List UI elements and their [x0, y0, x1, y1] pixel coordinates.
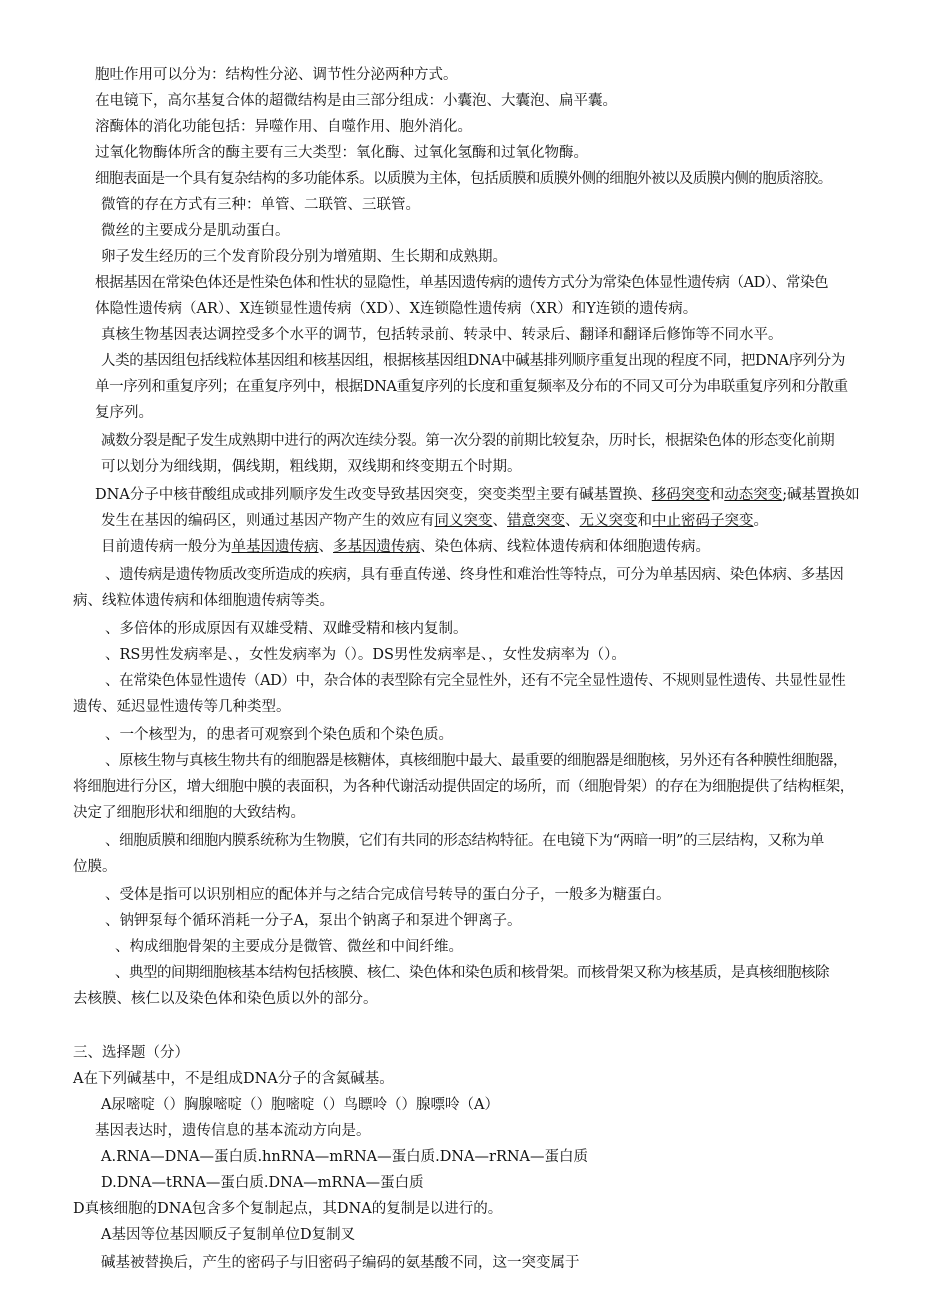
text-line: 、构成细胞骨架的主要成分是微管、微丝和中间纤维。	[115, 939, 463, 955]
text-line: 微丝的主要成分是肌动蛋白。	[101, 223, 290, 239]
text-segment: 和	[709, 487, 725, 503]
options-line: A尿嘧啶（）胸腺嘧啶（）胞嘧啶（）鸟瞟呤（）腺嘌呤（A）	[101, 1097, 499, 1113]
options-line: A基因等位基因顺反子复制单位D复制叉	[101, 1227, 356, 1243]
underlined-term: 错意突变	[507, 513, 565, 529]
text-line-mutation-effects	[101, 511, 768, 531]
text-line: 细胞表面是一个具有复杂结构的多功能体系。以质膜为主体，包括质膜和质膜外侧的细胞外被以及质膜内侧的胞质溶胶。	[95, 171, 832, 187]
text-line: 溶酶体的消化功能包括：异噬作用、自噬作用、胞外消化。	[95, 119, 472, 135]
options-line: D.DNA—tRNA—蛋白质.DNA—mRNA—蛋白质	[101, 1175, 424, 1191]
text-line: 遗传、延迟显性遗传等几种类型。	[73, 699, 291, 715]
underlined-term: 动态突变	[724, 487, 783, 503]
text-segment: 、	[565, 513, 580, 529]
underlined-term: 无义突变	[579, 513, 638, 529]
section-heading: 三、选择题（分）	[73, 1045, 189, 1061]
text-line: 过氧化物酶体所含的酶主要有三大类型：氧化酶、过氧化氢酶和过氧化物酶。	[95, 145, 588, 161]
text-segment: 目前遗传病一般分为	[101, 539, 232, 555]
text-segment: 、染色体病、线粒体遗传病和体细胞遗传病。	[420, 539, 710, 555]
text-line: 、原核生物与真核生物共有的细胞器是核糖体，真核细胞中最大、最重要的细胞器是细胞核，另外还有各种膜性细胞器，	[105, 753, 847, 769]
underlined-term: 同义突变	[434, 513, 493, 529]
text-line: 卵子发生经历的三个发育阶段分别为增殖期、生长期和成熟期。	[101, 249, 507, 265]
text-line: 根据基因在常染色体还是性染色体和性状的显隐性，单基因遗传病的遗传方式分为常染色体显性遗传病（AD）、常染色	[95, 275, 829, 291]
text-line: 将细胞进行分区，增大细胞中膜的表面积，为各种代谢活动提供固定的场所，而（细胞骨架）的存在为细胞提供了结构框架，	[73, 779, 854, 795]
text-line: 、在常染色体显性遗传（AD）中，杂合体的表型除有完全显性外，还有不完全显性遗传、不规则显性遗传、共显性显性	[105, 673, 846, 689]
text-line: 人类的基因组包括线粒体基因组和核基因组，根据核基因组DNA中碱基排列顺序重复出现的程度不同，把DNA序列分为	[101, 353, 845, 369]
text-line: 、细胞质膜和细胞内膜系统称为生物膜，它们有共同的形态结构特征。在电镜下为“两暗一明”的三层结构，又称为单	[105, 833, 825, 849]
underlined-term: 多基因遗传病	[333, 539, 420, 555]
text-line: 决定了细胞形状和细胞的大致结构。	[73, 805, 305, 821]
text-segment: 、	[318, 539, 333, 555]
underlined-term: 移码突变	[651, 487, 710, 503]
question-line: 基因表达时，遗传信息的基本流动方向是。	[95, 1123, 371, 1139]
text-line: 可以划分为细线期，偶线期，粗线期，双线期和终变期五个时期。	[101, 459, 522, 475]
text-line: 微管的存在方式有三种：单管、二联管、三联管。	[101, 197, 420, 213]
text-line: 、多倍体的形成原因有双雄受精、双雌受精和核内复制。	[105, 621, 468, 637]
text-line: 去核膜、核仁以及染色体和染色质以外的部分。	[73, 991, 378, 1007]
text-line: 、RS男性发病率是、，女性发病率为（）。DS男性发病率是、，女性发病率为（）。	[105, 647, 626, 663]
text-line: 、一个核型为，的患者可观察到个染色质和个染色质。	[105, 727, 453, 743]
text-line: 病、线粒体遗传病和体细胞遗传病等类。	[73, 593, 334, 609]
text-line: 减数分裂是配子发生成熟期中进行的两次连续分裂。第一次分裂的前期比较复杂，历时长，根据染色体的形态变化前期	[101, 433, 835, 449]
text-segment: 发生在基因的编码区，则通过基因产物产生的效应有	[101, 513, 435, 529]
question-line: 碱基被替换后，产生的密码子与旧密码子编码的氨基酸不同，这一突变属于	[101, 1255, 580, 1271]
text-line: 、典型的间期细胞核基本结构包括核膜、核仁、染色体和染色质和核骨架。而核骨架又称为核基质，是真核细胞核除	[115, 965, 829, 981]
question-line: A在下列碱基中，不是组成DNA分子的含氮碱基。	[73, 1071, 394, 1087]
options-line: A.RNA—DNA—蛋白质.hnRNA—mRNA—蛋白质.DNA—rRNA—蛋白质	[101, 1149, 589, 1165]
text-line: 、受体是指可以识别相应的配体并与之结合完成信号转导的蛋白分子，一般多为糖蛋白。	[105, 887, 671, 903]
underlined-term: 单基因遗传病	[231, 539, 319, 555]
text-line: 真核生物基因表达调控受多个水平的调节，包括转录前、转录中、转录后、翻译和翻译后修饰等不同水平。	[101, 327, 783, 343]
text-segment: 。	[753, 513, 768, 529]
text-line-disease-categories	[101, 537, 710, 557]
text-line: 复序列。	[95, 405, 153, 421]
text-line: 体隐性遗传病（AR）、X连锁显性遗传病（XD）、X连锁隐性遗传病（XR）和Y连锁的遗传病。	[95, 301, 698, 317]
text-line: 在电镜下，高尔基复合体的超微结构是由三部分组成：小囊泡、大囊泡、扁平囊。	[95, 93, 617, 109]
question-line: D真核细胞的DNA包含多个复制起点，其DNA的复制是以进行的。	[73, 1201, 503, 1217]
text-line: 、遗传病是遗传物质改变所造成的疾病，具有垂直传递、终身性和难治性等特点，可分为单基因病、染色体病、多基因	[105, 567, 844, 583]
text-segment: 、	[492, 513, 507, 529]
underlined-term: 中止密码子突变	[652, 513, 754, 529]
text-line-mutation-types	[95, 485, 860, 505]
text-line: 位膜。	[73, 859, 117, 875]
text-segment: 和	[637, 513, 652, 529]
text-line: 单一序列和重复序列；在重复序列中，根据DNA重复序列的长度和重复频率及分布的不同又可分为串联重复序列和分散重	[95, 379, 848, 395]
text-line: 、钠钾泵每个循环消耗一分子A，泵出个钠离子和泵进个钾离子。	[105, 913, 522, 929]
text-line: 胞吐作用可以分为：结构性分泌、调节性分泌两种方式。	[95, 67, 458, 83]
text-segment: ;碱基置换如	[782, 487, 860, 503]
text-segment: DNA分子中核苷酸组成或排列顺序发生改变导致基因突变，突变类型主要有碱基置换、	[95, 487, 652, 503]
